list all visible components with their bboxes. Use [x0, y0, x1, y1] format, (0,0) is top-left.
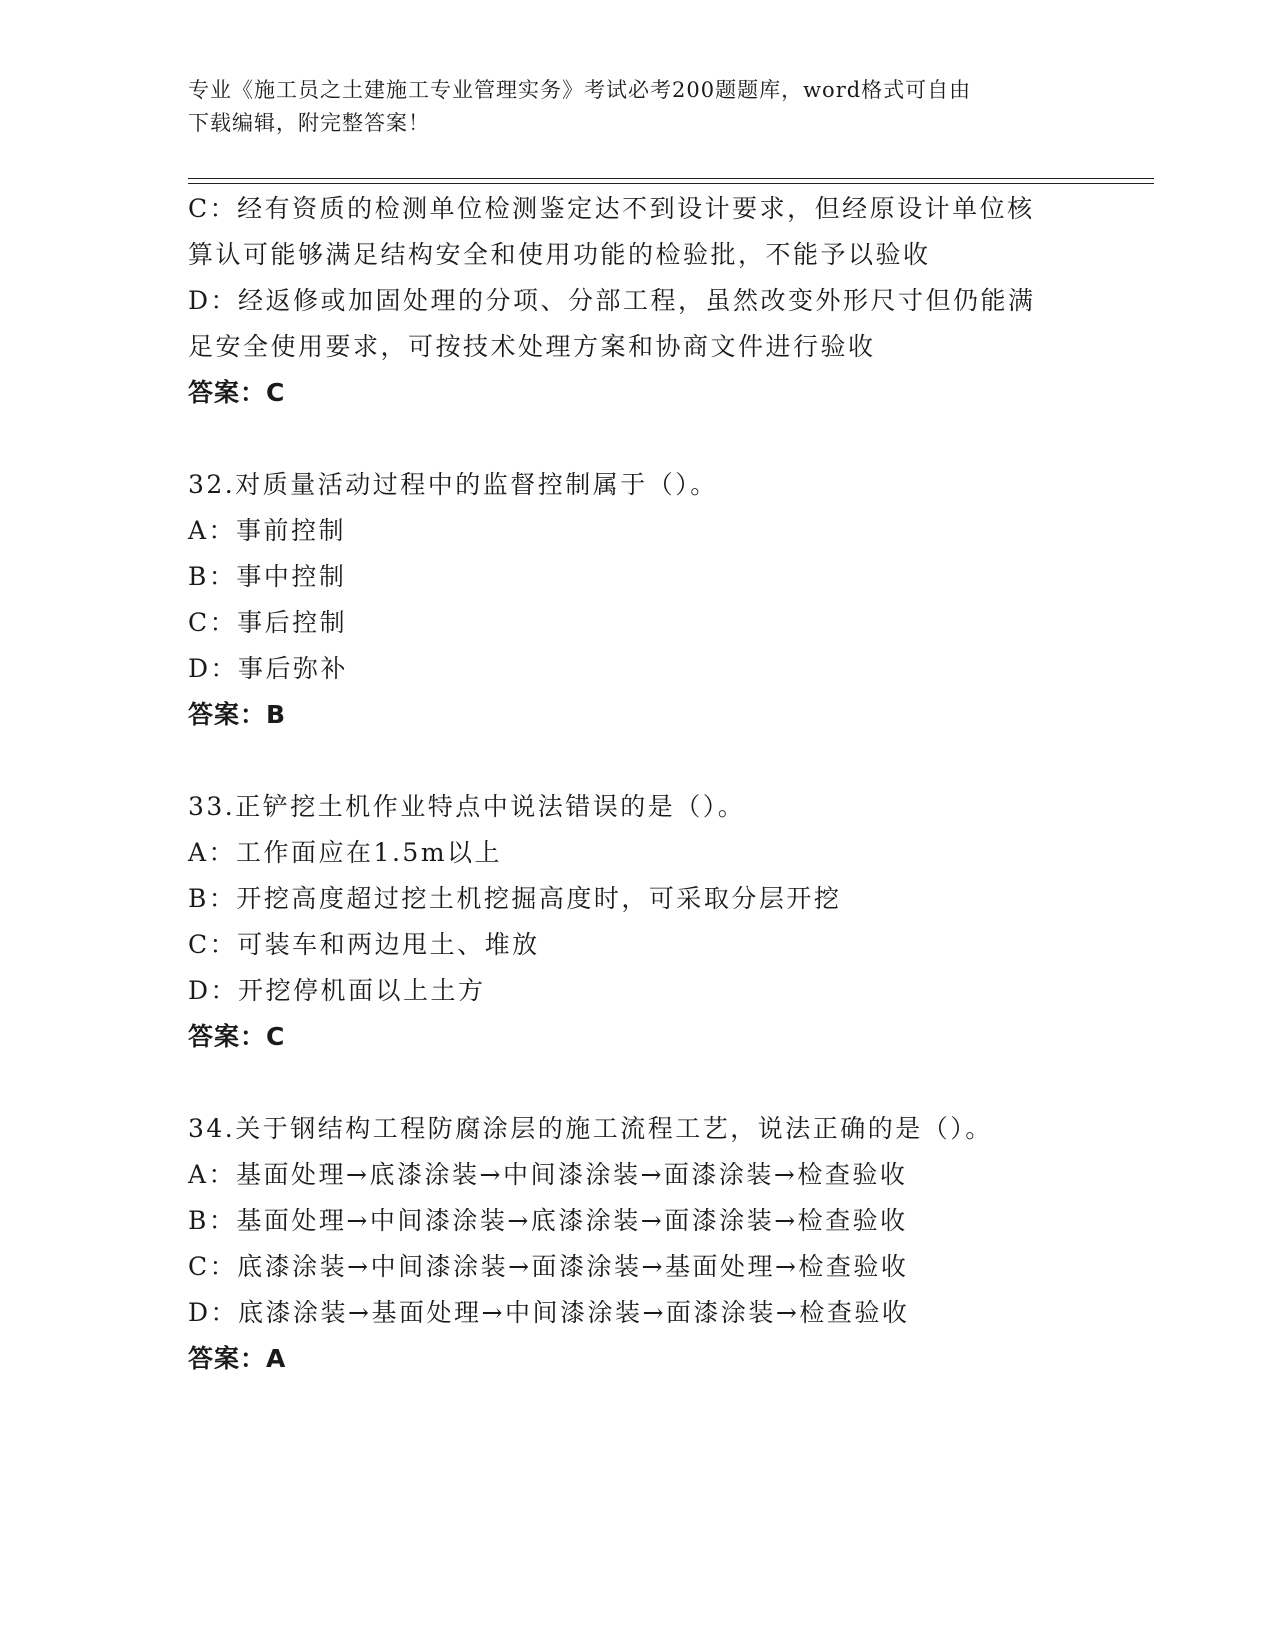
header-rule-top	[188, 178, 1154, 179]
answer-line: 答案：A	[188, 1344, 287, 1373]
question-text-line: C：事后控制	[188, 608, 348, 637]
paragraph-gap	[188, 416, 1148, 462]
question-text-line: A：事前控制	[188, 516, 347, 545]
question-text-line: D：底漆涂装→基面处理→中间漆涂装→面漆涂装→检查验收	[188, 1298, 910, 1327]
question-text-line: 33.正铲挖土机作业特点中说法错误的是（）。	[188, 792, 746, 821]
header-line-1: 专业《施工员之土建施工专业管理实务》考试必考200题题库，word格式可自由	[188, 78, 972, 102]
question-text-line: D：开挖停机面以上土方	[188, 976, 486, 1005]
question-text-line: C：底漆涂装→中间漆涂装→面漆涂装→基面处理→检查验收	[188, 1252, 909, 1281]
question-text-line: 32.对质量活动过程中的监督控制属于（）。	[188, 470, 718, 499]
question-text-line: D：事后弥补	[188, 654, 349, 683]
question-text-line: 算认可能够满足结构安全和使用功能的检验批，不能予以验收	[188, 240, 931, 269]
question-text-line: A：基面处理→底漆涂装→中间漆涂装→面漆涂装→检查验收	[188, 1160, 908, 1189]
question-text-line: C：可装车和两边甩土、堆放	[188, 930, 540, 959]
header-line-2: 下载编辑，附完整答案！	[188, 111, 430, 135]
answer-line: 答案：B	[188, 700, 287, 729]
question-text-line: B：基面处理→中间漆涂装→底漆涂装→面漆涂装→检查验收	[188, 1206, 908, 1235]
question-text-line: A：工作面应在1.5m以上	[188, 838, 503, 867]
document-header	[188, 74, 1088, 140]
answer-line: 答案：C	[188, 378, 286, 407]
question-text-line: D：经返修或加固处理的分项、分部工程，虽然改变外形尺寸但仍能满	[188, 286, 1036, 315]
question-text-line: B：开挖高度超过挖土机挖掘高度时，可采取分层开挖	[188, 884, 842, 913]
paragraph-gap	[188, 738, 1148, 784]
paragraph-gap	[188, 1060, 1148, 1106]
question-text-line: C：经有资质的检测单位检测鉴定达不到设计要求，但经原设计单位核	[188, 194, 1035, 223]
question-text-line: 34.关于钢结构工程防腐涂层的施工流程工艺，说法正确的是（）。	[188, 1114, 993, 1143]
question-text-line: B：事中控制	[188, 562, 347, 591]
question-text-line: 足安全使用要求，可按技术处理方案和协商文件进行验收	[188, 332, 876, 361]
answer-line: 答案：C	[188, 1022, 286, 1051]
header-rule-bottom	[188, 183, 1154, 184]
question-content	[188, 186, 1148, 1382]
